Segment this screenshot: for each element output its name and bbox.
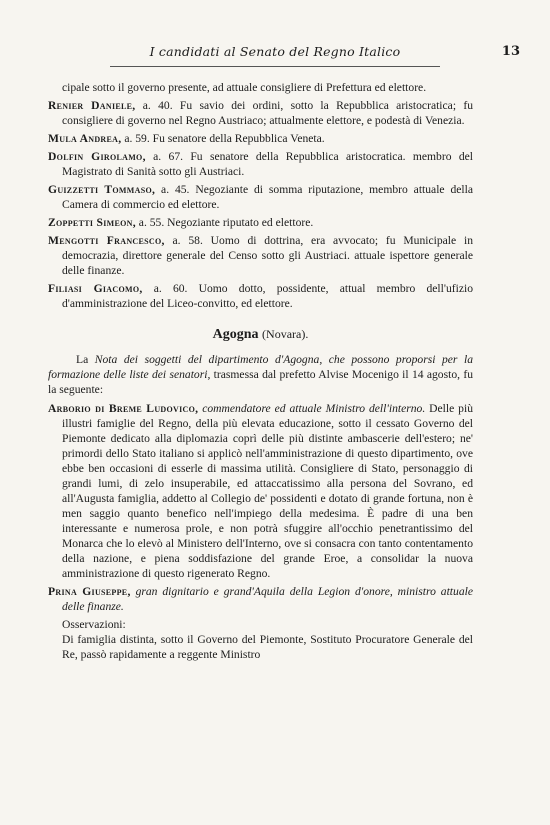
entry-zoppetti: Zoppetti Simeon, a. 55. Negoziante riputato ed elettore. (48, 216, 314, 229)
entry-name: Mengotti Francesco, (48, 234, 165, 247)
entry-renier: Renier Daniele, a. 40. Fu savio dei ordini, sotto la Repubblica aristocratica; fu consigliere di governo nel Regno Austriaco; attualmente elettore, e podestà di Venezia. (48, 99, 473, 127)
entry-name: Prina Giuseppe, (48, 585, 131, 598)
entry-arborio: Arborio di Breme Ludovico, commendatore ed attuale Ministro dell'interno. Delle più illustri famiglie del Regno, della più elevata educazione, sotto il cessato Governo del Piemonte dedicato alla diplomazia coprì delle più distinte ambascerie dell'estero; ne' primordi dello Stato italiano si applicò nell'amministrazione di questo dipartimento, ove ebbe ben occasioni di esserle di massima utilità. Consigliere di Stato, personaggio di grandi lumi, di zelo insuperabile, ed attaccatissimo alla persona del Sovrano, ed all'Augusta famiglia, addetto al Collegio de' possidenti e dotato di grande fortuna, non è men saggio quanto benefico nell'impiego della medesima. È padre di una ben interessante e numerosa prole, e non potrà sfuggire all'occhio penetrantissimo del Monarca che lo elevò al Ministero dell'Interno, ove si consacra con tanto contentamento della nazione, e piena soddisfazione del grande Eroe, a consolidar la nuova amministrazione di questo rigenerato Regno. (48, 402, 473, 580)
entry-name: Dolfin Girolamo, (48, 150, 146, 163)
observations-text: Di famiglia distinta, sotto il Governo del Piemonte, Sostituto Procuratore Generale del Re, passò rapidamente a reggente Ministro (62, 633, 473, 661)
entry-name: Filiasi Giacomo, (48, 282, 143, 295)
entry-name: Guizzetti Tommaso, (48, 183, 156, 196)
entry-name: Zoppetti Simeon, (48, 216, 136, 229)
entry-filiasi: Filiasi Giacomo, a. 60. Uomo dotto, possidente, attual membro dell'ufizio d'amministrazione del Liceo-convitto, ed elettore. (48, 282, 473, 310)
section-title: Agogna (Novara). (212, 327, 309, 342)
entry-mula: Mula Andrea, a. 59. Fu senatore della Repubblica Veneta. (48, 132, 325, 145)
entry-name: Renier Daniele, (48, 99, 136, 112)
body-text (48, 80, 473, 662)
entry-name: Mula Andrea, (48, 132, 122, 145)
entry-name: Arborio di Breme Ludovico, (48, 402, 199, 415)
observations-label: Osservazioni: (62, 618, 126, 631)
page-header (30, 44, 520, 62)
intro-paragraph: La Nota dei soggetti del dipartimento d'Agogna, che possono proporsi per la formazione delle liste dei senatori, trasmessa dal prefetto Alvise Mocenigo il 14 agosto, fu la seguente: (48, 353, 473, 396)
entry-continuation: cipale sotto il governo presente, ad attuale consigliere di Prefettura ed elettore. (62, 81, 427, 94)
entry-mengotti: Mengotti Francesco, a. 58. Uomo di dottrina, era avvocato; fu Municipale in democrazia, direttore generale del Censo sotto gli Austriaci. attuale ispettore generale delle finanze. (48, 234, 473, 277)
section-subtitle: (Novara). (262, 327, 309, 341)
entry-dolfin: Dolfin Girolamo, a. 67. Fu senatore della Repubblica aristocratica. membro del Magistrato di Sanità sotto gli Austriaci. (48, 150, 473, 178)
entry-prina: Prina Giuseppe, gran dignitario e grand'Aquila della Legion d'onore, ministro attuale delle finanze. (48, 585, 473, 613)
running-title: I candidati al Senato del Regno Italico (149, 44, 401, 59)
page-number: 13 (501, 44, 520, 59)
entry-guizzetti: Guizzetti Tommaso, a. 45. Negoziante di somma riputazione, membro attuale della Camera di commercio ed elettore. (48, 183, 473, 211)
header-rule (110, 66, 440, 69)
